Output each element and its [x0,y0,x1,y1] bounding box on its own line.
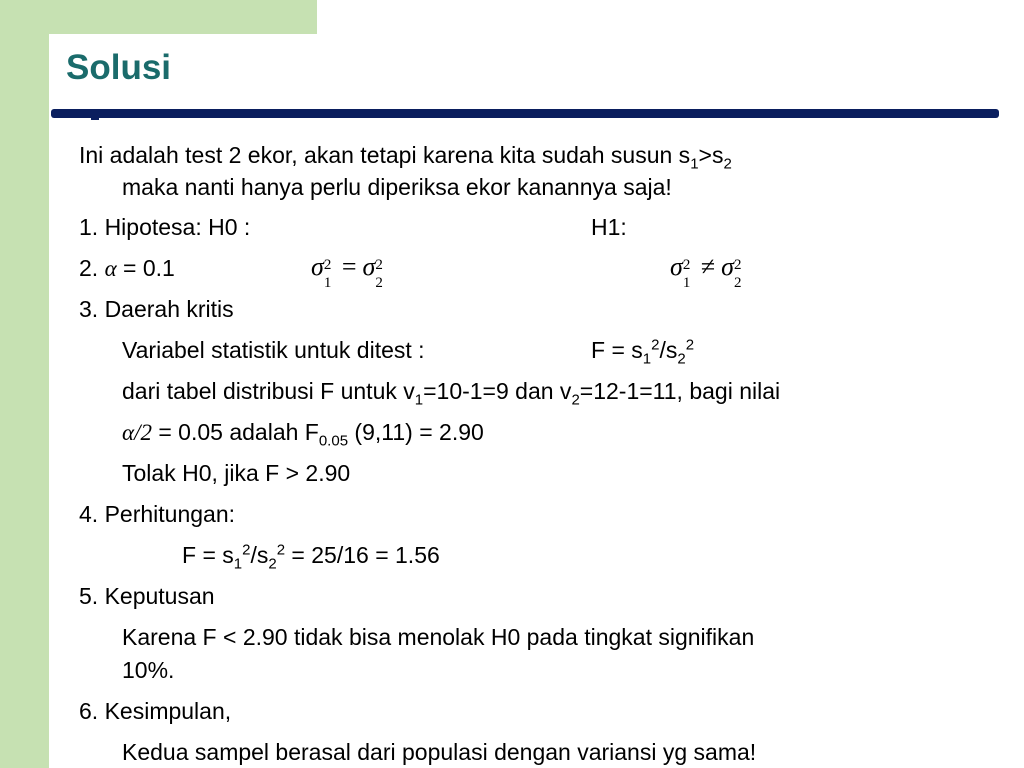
table-sub-1: 1 [414,391,424,409]
alpha-number: 2. [79,255,99,281]
calc-result: = 25/16 = 1.56 [285,542,440,568]
equals-sign: = [341,252,357,281]
h1-sub-2: 2 [733,275,742,291]
table-text-b: =10-1=9 dan v [423,378,572,404]
sigma-symbol: σ [670,252,683,281]
intro-text-gt: >s [698,142,724,168]
critical-heading: 3. Daerah kritis [79,296,234,322]
h1-label: H1: [591,214,627,240]
calc-sup-1: 2 [242,541,251,559]
reject-rule: Tolak H0, jika F > 2.90 [122,460,351,486]
f005-sub: 0.05 [318,432,349,450]
calc-sub-2: 2 [268,555,277,573]
slide-title: Solusi [66,48,172,87]
calc-text: F = s [182,542,234,568]
hypothesis-label: 1. Hipotesa: H0 : [79,214,251,240]
sigma-symbol: σ [311,252,324,281]
f-statistic-formula [591,336,695,368]
calc-heading: 4. Perhitungan: [79,501,236,527]
decision-line-2: 10%. [122,657,175,683]
alpha-half-symbol: α/2 [122,420,152,445]
f-critical-line [122,418,484,450]
f005-text: = 0.05 adalah F [151,419,319,445]
calc-slash: /s [250,542,269,568]
h0-sub-1: 1 [323,275,332,291]
f-sub-1: 1 [642,350,652,368]
h0-sup-2: 2 [375,257,383,273]
sigma-symbol: σ [362,252,376,281]
table-text-c: =12-1=11, bagi nilai [579,378,781,404]
sigma-symbol: σ [721,252,734,281]
alpha-line [79,254,175,283]
f-text: F = s [591,337,643,363]
f005-value: (9,11) = 2.90 [348,419,484,445]
alpha-symbol: α [104,256,117,281]
h1-sub-1: 1 [682,275,691,291]
title-divider [51,109,999,118]
table-line [122,377,781,409]
alpha-value: = 0.1 [116,255,175,281]
calc-sup-2: 2 [276,541,286,559]
f-sub-2: 2 [677,350,686,368]
decision-heading: 5. Keputusan [79,583,215,609]
h0-sub-2: 2 [375,275,383,291]
intro-sub-2: 2 [723,155,732,173]
calc-formula [182,541,440,573]
calc-sub-1: 1 [233,555,243,573]
h1-formula [670,252,746,291]
variable-label: Variabel statistik untuk ditest : [122,337,425,363]
not-equal-sign: ≠ [700,252,716,281]
h0-sup-1: 2 [323,257,332,273]
intro-line-1 [79,141,732,173]
title-divider-stub [91,117,99,120]
table-text-a: dari tabel distribusi F untuk v [122,378,415,404]
f-slash: /s [659,337,678,363]
conclusion-line-1: Kedua sampel berasal dari populasi dengan variansi yg sama! [122,739,757,765]
intro-text: Ini adalah test 2 ekor, akan tetapi karena kita sudah susun s [79,142,691,168]
decision-line-1: Karena F < 2.90 tidak bisa menolak H0 pada tingkat signifikan [122,624,755,650]
f-sup-1: 2 [651,336,660,354]
intro-sub-1: 1 [690,155,699,173]
conclusion-heading: 6. Kesimpulan, [79,698,232,724]
f-sup-2: 2 [685,336,695,354]
h1-sup-1: 2 [682,257,691,273]
table-sub-2: 2 [571,391,580,409]
h1-sup-2: 2 [733,257,742,273]
decor-green-left-bar [0,0,49,768]
intro-line-2: maka nanti hanya perlu diperiksa ekor kanannya saja! [122,174,672,200]
h0-formula [311,252,387,291]
